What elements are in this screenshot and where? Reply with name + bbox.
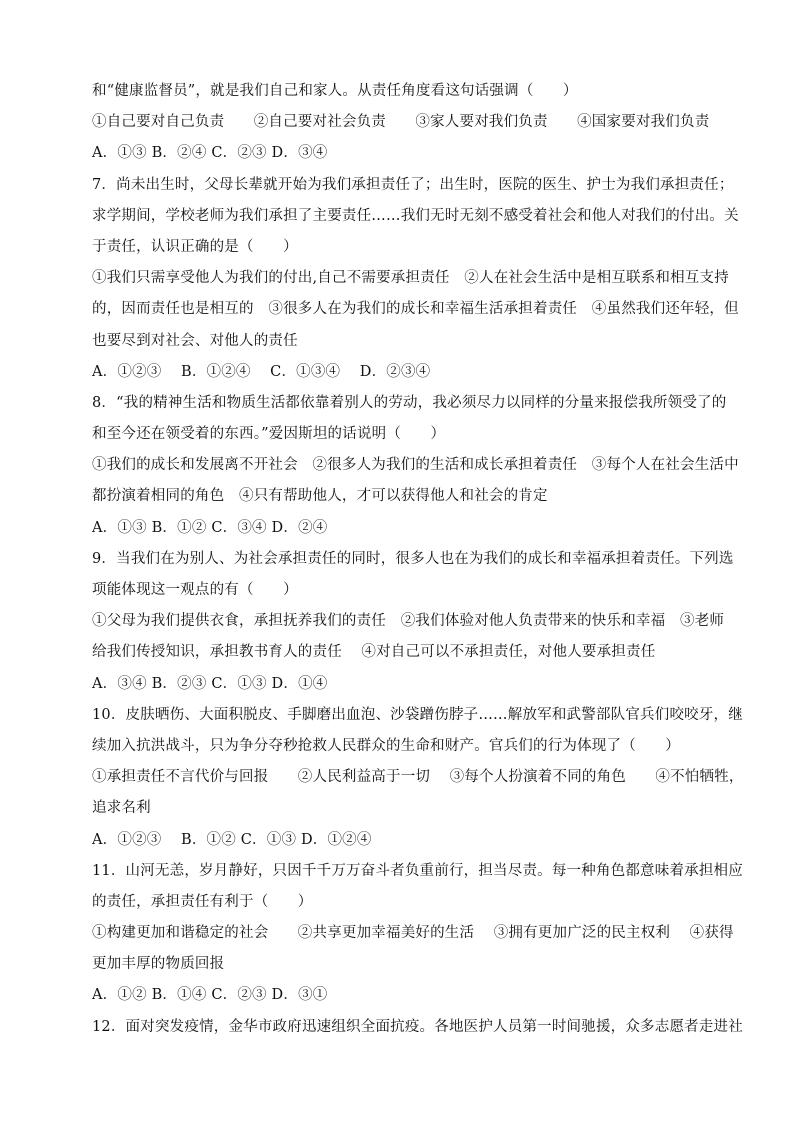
q12-stem-line-1: 12．面对突发疫情，金华市政府迅速组织全面抗疫。各地医护人员第一时间驰援，众多志愿者走进社 xyxy=(92,1018,743,1035)
q11-options-line-2: 更加丰厚的物质回报 xyxy=(92,956,225,973)
q6-stem-continued: 和“健康监督员”，就是我们自己和家人。从责任角度看这句话强调（ ） xyxy=(92,83,578,99)
q9-options-line-2: 给我们传授知识，承担教书育人的责任 ④对自己可以不承担责任，对他人要承担责任 xyxy=(92,644,656,661)
q10-stem-line-2: 续加入抗洪战斗，只为争分夺秒抢救人民群众的生命和财产。官兵们的行为体现了（ ） xyxy=(92,737,680,754)
q10-options-line-1: ①承担责任不言代价与回报 ②人民利益高于一切 ③每个人扮演着不同的角色 ④不怕牺牲， xyxy=(92,769,744,786)
q11-answer-choices: A．①② B．①④ C．②③ D．③① xyxy=(92,987,328,1004)
q10-answer-choices: A．①②③ B．①② C．①③ D．①②④ xyxy=(92,831,372,848)
q7-stem-line-1: 7．尚未出生时，父母长辈就开始为我们承担责任了；出生时，医院的医生、护士为我们承担责任； xyxy=(92,176,734,193)
q7-stem-line-3: 于责任，认识正确的是（ ） xyxy=(92,238,298,255)
q9-stem-line-2: 项能体现这一观点的有（ ） xyxy=(92,582,298,598)
q7-answer-choices: A．①②③ B．①②④ C．①③④ D．②③④ xyxy=(92,363,431,380)
q8-answer-choices: A．①③ B．①② C．③④ D．②④ xyxy=(92,519,328,536)
q8-stem-line-1: 8．“我的精神生活和物质生活都依靠着别人的劳动，我必须尽力以同样的分量来报偿我所领受了的 xyxy=(92,394,727,411)
q11-stem-line-2: 的责任，承担责任有利于（ ） xyxy=(92,893,313,910)
q7-options-line-1: ①我们只需享受他人为我们的付出,自己不需要承担责任 ②人在社会生活中是相互联系和相互支持 xyxy=(92,270,729,287)
q9-options-line-1: ①父母为我们提供衣食，承担抚养我们的责任 ②我们体验对他人负责带来的快乐和幸福 ③老师 xyxy=(92,613,725,630)
q7-options-line-2: 的，因而责任也是相互的 ③很多人在为我们的成长和幸福生活承担着责任 ④虽然我们还年轻，但 xyxy=(92,301,739,318)
q8-stem-line-2: 和至今还在领受着的东西。”爱因斯坦的话说明（ ） xyxy=(92,426,446,443)
q6-answer-choices: A．①③ B．②④ C．②③ D．③④ xyxy=(92,145,328,162)
q7-stem-line-2: 求学期间，学校老师为我们承担了主要责任……我们无时无刻不感受着社会和他人对我们的付出。关 xyxy=(92,207,739,224)
q11-options-line-1: ①构建更加和谐稳定的社会 ②共享更加幸福美好的生活 ③拥有更加广泛的民主权利 ④获得 xyxy=(92,925,734,942)
q6-options: ①自己要对自己负责 ②自己要对社会负责 ③家人要对我们负责 ④国家要对我们负责 xyxy=(92,114,710,131)
q9-answer-choices: A．③④ B．②③ C．①③ D．①④ xyxy=(92,675,328,692)
q9-stem-line-1: 9．当我们在为别人、为社会承担责任的同时，很多人也在为我们的成长和幸福承担着责任。下列选 xyxy=(92,550,734,567)
q8-options-line-2: 都扮演着相同的角色 ④只有帮助他人，才可以获得他人和社会的肯定 xyxy=(92,488,548,505)
q10-stem-line-1: 10．皮肤晒伤、大面积脱皮、手脚磨出血泡、沙袋蹭伤脖子……解放军和武警部队官兵们咬咬牙，继 xyxy=(92,706,743,723)
q8-options-line-1: ①我们的成长和发展离不开社会 ②很多人为我们的生活和成长承担着责任 ③每个人在社会生活中 xyxy=(92,457,739,474)
q11-stem-line-1: 11．山河无恙，岁月静好，只因千千万万奋斗者负重前行，担当尽责。每一种角色都意味着承担相应 xyxy=(92,862,743,879)
document-page xyxy=(92,76,744,1043)
q10-options-line-2: 追求名利 xyxy=(92,800,151,817)
q7-options-line-3: 也要尽到对社会、对他人的责任 xyxy=(92,332,298,349)
